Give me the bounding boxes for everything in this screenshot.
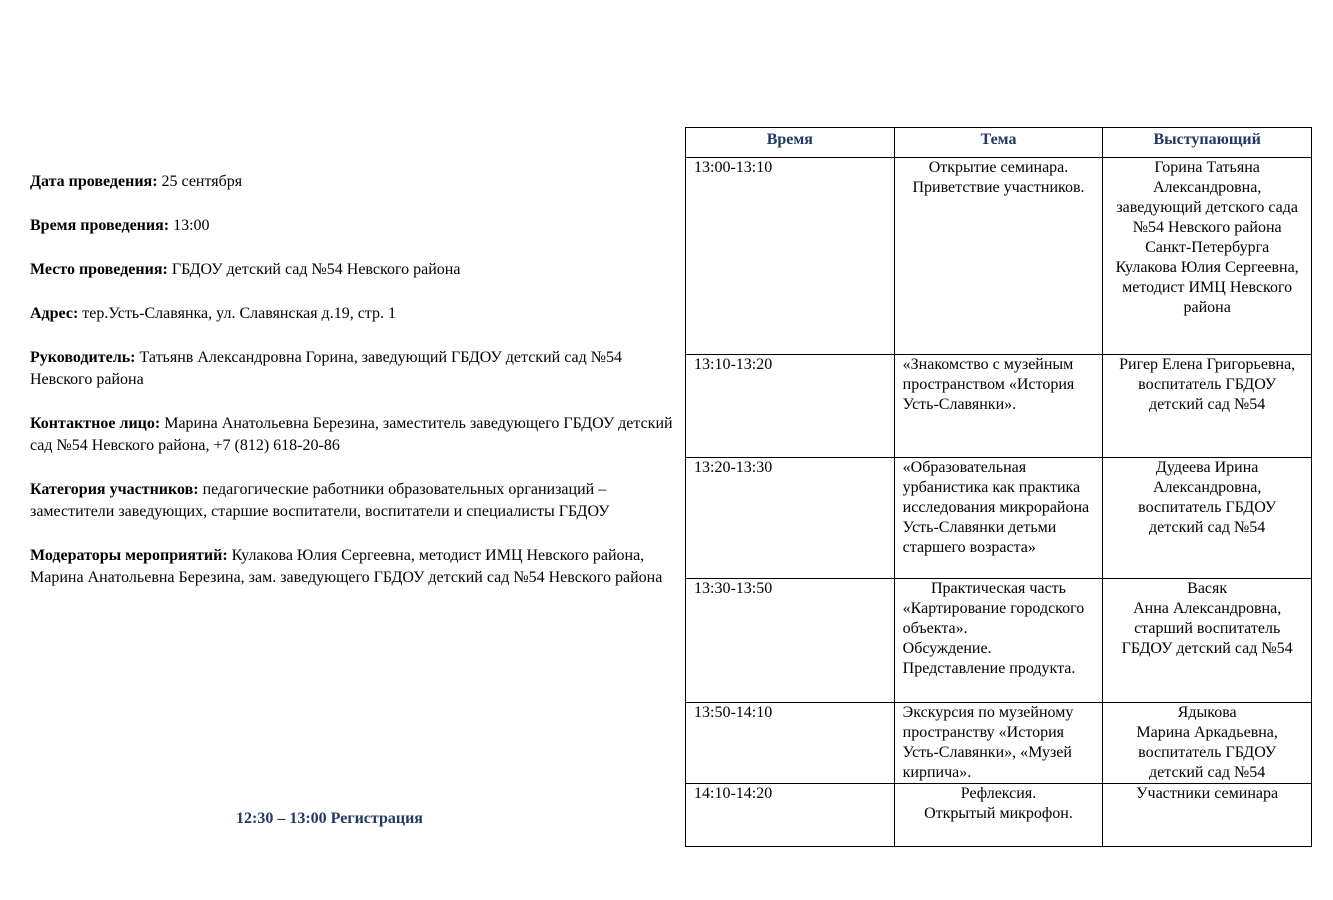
- time-line: Время проведения: 13:00: [30, 217, 210, 234]
- schedule-table: [685, 127, 1312, 847]
- registration-line: 12:30 – 13:00 Регистрация: [236, 810, 423, 827]
- moderators-line: Модераторы мероприятий: Кулакова Юлия Сергеевна, методист ИМЦ Невского района, Марина Анатольевна Березина, зам. заведующего ГБДОУ детский сад №54 Невского района: [30, 547, 663, 586]
- row-topic: Рефлексия. Открытый микрофон.: [894, 784, 1103, 847]
- table-row: [686, 784, 1312, 847]
- table-row: [686, 579, 1312, 703]
- row-speaker: Васяк Анна Александровна, старший воспитатель ГБДОУ детский сад №54: [1103, 579, 1312, 703]
- row-speaker: Дудеева Ирина Александровна, воспитатель ГБДОУ детский сад №54: [1103, 458, 1312, 579]
- practical-part-heading: Практическая часть: [931, 580, 1066, 597]
- row-time: 14:10-14:20: [686, 784, 895, 847]
- place-line: Место проведения: ГБДОУ детский сад №54 Невского района: [30, 261, 461, 278]
- row-speaker: Горина Татьяна Александровна, заведующий детского сада №54 Невского района Санкт-Петербурга Кулакова Юлия Сергеевна, методист ИМЦ Невского района: [1103, 158, 1312, 355]
- row-time: 13:10-13:20: [686, 355, 895, 458]
- practical-part-body: «Картирование городского объекта». Обсуждение. Представление продукта.: [902, 600, 1085, 677]
- table-row: [686, 355, 1312, 458]
- table-row: [686, 458, 1312, 579]
- table-row: [686, 158, 1312, 355]
- row-time: 13:30-13:50: [686, 579, 895, 703]
- contact-line: Контактное лицо: Марина Анатольевна Березина, заместитель заведующего ГБДОУ детский сад №54 Невского района, +7 (812) 618-20-86: [30, 415, 673, 454]
- header-speaker: Выступающий: [1103, 128, 1312, 158]
- row-speaker: Ригер Елена Григорьевна, воспитатель ГБДОУ детский сад №54: [1103, 355, 1312, 458]
- header-time: Время: [686, 128, 895, 158]
- head-line: Руководитель: Татьянв Александровна Горина, заведующий ГБДОУ детский сад №54 Невского района: [30, 349, 623, 388]
- row-time: 13:00-13:10: [686, 158, 895, 355]
- event-info: [30, 171, 675, 611]
- row-time: 13:20-13:30: [686, 458, 895, 579]
- row-speaker: Ядыкова Марина Аркадьевна, воспитатель ГБДОУ детский сад №54: [1103, 703, 1312, 784]
- row-speaker: Участники семинара: [1103, 784, 1312, 847]
- category-line: Категория участников: педагогические работники образовательных организаций – заместители заведующих, старшие воспитатели, воспитатели и специалисты ГБДОУ: [30, 481, 610, 520]
- table-row: [686, 703, 1312, 784]
- row-topic: Открытие семинара. Приветствие участников.: [894, 158, 1103, 355]
- row-topic: «Образовательная урбанистика как практика исследования микрорайона Усть-Славянки детьми старшего возраста»: [894, 458, 1103, 579]
- date-line: Дата проведения: 25 сентября: [30, 173, 243, 190]
- header-topic: Тема: [894, 128, 1103, 158]
- table-header-row: [686, 128, 1312, 158]
- row-topic: Экскурсия по музейному пространству «История Усть-Славянки», «Музей кирпича».: [894, 703, 1103, 784]
- row-topic: [894, 579, 1103, 703]
- row-topic: «Знакомство с музейным пространством «История Усть-Славянки».: [894, 355, 1103, 458]
- row-time: 13:50-14:10: [686, 703, 895, 784]
- address-line: Адрес: тер.Усть-Славянка, ул. Славянская д.19, стр. 1: [30, 305, 396, 322]
